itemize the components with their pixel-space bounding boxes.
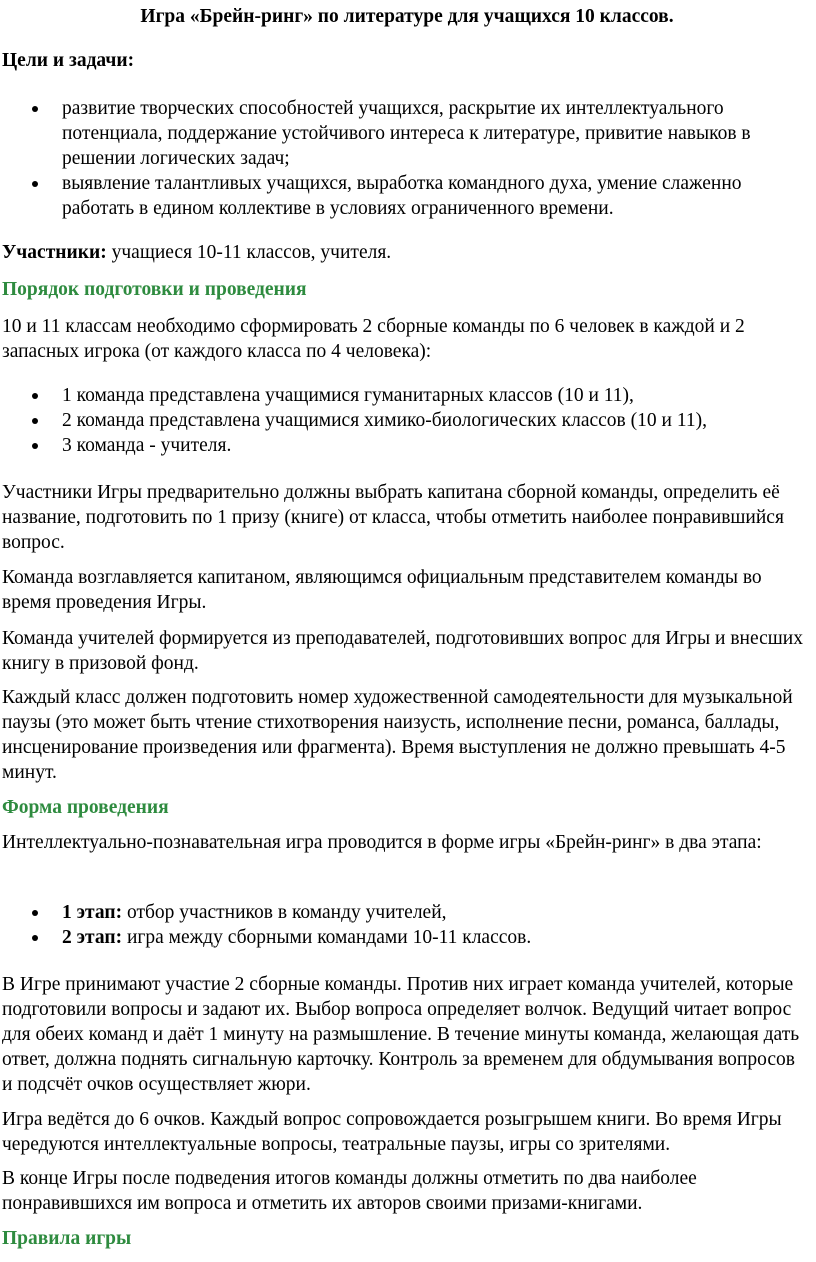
section-heading-preparation: Порядок подготовки и проведения — [2, 279, 307, 300]
list-item: 1 этап: отбор участников в команду учителей, — [2, 900, 810, 925]
list-item: выявление талантливых учащихся, выработка командного духа, умение слаженно работать в едином коллективе в условиях ограниченного времени. — [2, 171, 810, 221]
bullet-icon — [32, 935, 38, 941]
music-paragraph: Каждый класс должен подготовить номер художественной самодеятельности для музыкальной паузы (это может быть чтение стихотворения наизусть, исполнение песни, романса, баллады, инсценирование произведения или фрагмента). Время выступления не должно превышать 4-5 минут. — [2, 687, 793, 783]
bullet-icon — [32, 910, 38, 916]
preparation-intro: 10 и 11 классам необходимо сформировать 2 сборные команды по 6 человек в каждой и 2 запасных игрока (от каждого класса по 4 человека): — [2, 316, 745, 362]
document-title: Игра «Брейн-ринг» по литературе для учащихся 10 классов. — [140, 6, 674, 27]
participants-text: учащиеся 10-11 классов, учителя. — [106, 242, 392, 263]
participants-paragraph — [2, 240, 810, 265]
captain-paragraph: Участники Игры предварительно должны выбрать капитана сборной команды, определить её название, подготовить по 1 призу (книге) от класса, чтобы отметить наиболее понравившийся вопрос. — [2, 482, 784, 553]
goals-heading: Цели и задачи: — [2, 50, 135, 71]
section-heading-form: Форма проведения — [2, 797, 169, 818]
game-paragraph: В Игре принимают участие 2 сборные команды. Против них играет команда учителей, которые подготовили вопросы и задают их. Выбор вопроса определяет волчок. Ведущий читает вопрос для обеих команд и даёт 1 минуту на размышление. В течение минуты команда, желающая дать ответ, должна поднять сигнальную карточку. Контроль за временем для обдумывания вопросов и подсчёт очков осуществляет жюри. — [2, 974, 800, 1095]
bullet-icon — [32, 106, 38, 112]
bullet-icon — [32, 393, 38, 399]
bullet-icon — [32, 418, 38, 424]
list-item: 3 команда - учителя. — [2, 433, 810, 458]
teachers-paragraph: Команда учителей формируется из преподавателей, подготовивших вопрос для Игры и внесших книгу в призовой фонд. — [2, 628, 803, 674]
end-paragraph: В конце Игры после подведения итогов команды должны отметить по два наиболее понравившихся им вопроса и отметить их авторов своими призами-книгами. — [2, 1168, 697, 1214]
points-paragraph: Игра ведётся до 6 очков. Каждый вопрос сопровождается розыгрышем книги. Во время Игры чередуются интеллектуальные вопросы, театральные паузы, игры со зрителями. — [2, 1109, 782, 1155]
form-intro: Интеллектуально-познавательная игра проводится в форме игры «Брейн-ринг» в два этапа: — [2, 832, 762, 853]
bullet-icon — [32, 181, 38, 187]
list-item: 2 команда представлена учащимися химико-биологических классов (10 и 11), — [2, 408, 810, 433]
teams-list — [2, 383, 810, 458]
list-item: 1 команда представлена учащимися гуманитарных классов (10 и 11), — [2, 383, 810, 408]
goals-list — [2, 96, 810, 221]
participants-label: Участники: — [2, 242, 107, 263]
list-item: 2 этап: игра между сборными командами 10-11 классов. — [2, 925, 810, 950]
lead-paragraph: Команда возглавляется капитаном, являющимся официальным представителем команды во время проведения Игры. — [2, 567, 762, 613]
list-item: развитие творческих способностей учащихся, раскрытие их интеллектуального потенциала, поддержание устойчивого интереса к литературе, привитие навыков в решении логических задач; — [2, 96, 810, 171]
bullet-icon — [32, 443, 38, 449]
section-heading-rules: Правила игры — [2, 1228, 132, 1249]
stages-list — [2, 900, 810, 950]
